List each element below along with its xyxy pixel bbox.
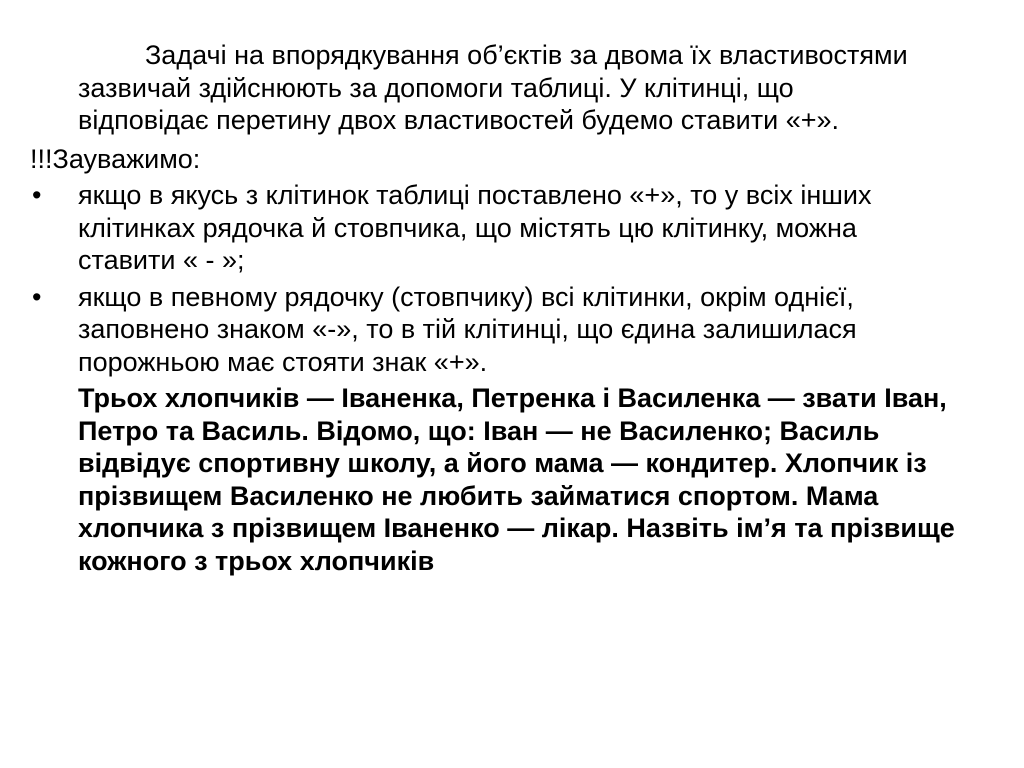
rule-text-2: якщо в певному рядочку (стовпчику) всі клітинки, окрім однієї, заповнено знаком «-», то в тій клітинці, що єдина залишилася порожньою має стояти знак «+». [78,281,857,377]
rule-item-2 [30,281,928,379]
rules-list [30,179,970,378]
note-heading: !!!Зауважимо: [30,143,201,174]
rule-item-1 [30,179,928,277]
rule-text-1: якщо в якусь з клітинок таблиці поставлено «+», то у всіх інших клітинках рядочка й стовпчика, що містять цю клітинку, можна ставити « - »; [78,180,872,275]
problem-statement: Трьох хлопчиків — Іваненка, Петренка і Василенка — звати Іван, Петро та Василь. Відомо, що: Іван — не Василенко; Василь відвідує спортивну школу, а його мама — кондитер. Хлопчик із прізвищем Василенко не любить займатися спортом. Мама хлопчика з прізвищем Іваненко — лікар. Назвіть ім’я та прізвище кожного з трьох хлопчиків [78,383,955,576]
slide-text [30,39,970,577]
bullet-icon: • [32,180,42,210]
intro-paragraph: Задачі на впорядкування об’єктів за двома їх властивостями зазвичай здійснюють за допомоги таблиці. У клітинці, що відповідає перетину двох властивостей будемо ставити «+». [78,40,908,135]
bullet-icon: • [32,281,42,312]
